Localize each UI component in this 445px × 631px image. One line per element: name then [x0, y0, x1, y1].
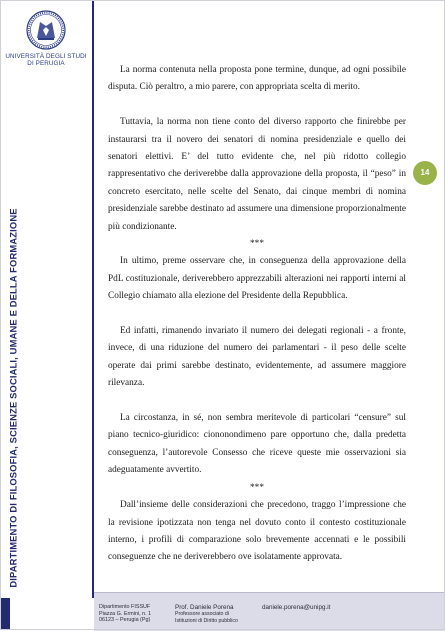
paragraph-1: La norma contenuta nella proposta pone termine, dunque, ad ogni possibile disputa. Ciò peraltro, a mio parere, con appropriata scelta di merito. — [108, 65, 406, 93]
footer-author — [175, 605, 238, 624]
paragraph-3: In ultimo, preme osservare che, in conseguenza della approvazione della PdL costituzionale, deriverebbero apprezzabili alterazioni nei rapporti interni al Collegio chiamato alla elezione del Presidente della Repubblica. — [108, 256, 406, 302]
paragraph-2: Tuttavia, la norma non tiene conto del diverso rapporto che finirebbe per instaurarsi tra il novero dei senatori di nomina presidenziale e quello dei senatori elettivi. E’ del tutto evidente che, nel più ridotto collegio rappresentativo che deriverebbe dalla approvazione della proposta, il “peso” in concreto esercitato, nelle scelte del Senato, dai cinque membri di nomina presidenziale sarebbe destinato ad assumere una dimensione proporzionalmente più condizionante. — [108, 117, 406, 232]
paragraph-gap — [108, 97, 406, 114]
footer-department-address — [99, 604, 151, 624]
footer-author-name: Prof. Daniele Porena — [175, 604, 234, 611]
university-name-line1: UNIVERSITÀ DEGLI STUDI — [5, 53, 87, 60]
university-seal-logo — [26, 10, 66, 50]
paragraph-gap — [108, 393, 406, 410]
section-separator-1: *** — [250, 239, 264, 250]
sidebar — [0, 0, 94, 630]
footer-dept-line2: Piazza G. Ermini, n. 1 — [99, 610, 152, 617]
sidebar-divider — [92, 0, 94, 598]
department-name: DIPARTIMENTO DI FILOSOFIA, SCIENZE SOCIALI, UMANE E DELLA FORMAZIONE — [7, 207, 19, 588]
footer-dept-line3: 06123 – Perugia (Pg) — [99, 617, 151, 624]
section-separator-2: *** — [250, 482, 264, 493]
footer-author-role2: Istituzioni di Diritto pubblico — [175, 617, 238, 624]
footer-author-role1: Professore associato di — [175, 611, 229, 618]
footer-email-link[interactable]: daniele.porena@unipg.it — [262, 604, 331, 611]
paragraph-gap — [108, 306, 406, 323]
page-number-badge: 14 — [413, 161, 437, 185]
paragraph-5: La circostanza, in sé, non sembra meritevole di particolari “censure” sul piano tecnico-giuridico: ciononondimeno pare opportuno che, dalla predetta conseguenza, l’autorevole Consesso che riceve queste mie osservazioni sia adeguatamente avvertito. — [108, 413, 406, 476]
university-name-line2: DI PERUGIA — [27, 60, 65, 67]
university-name — [0, 53, 92, 67]
department-name-wrap — [2, 200, 24, 595]
footer-accent-bar — [0, 598, 10, 630]
paragraph-6: Dall’insieme delle considerazioni che precedono, traggo l’impressione che la revisione ipotizzata non tenga nel dovuto conto il contesto costituzionale interno, i profili di comparazione solo brevemente accennati e le possibili conseguenze che ne deriverebbero ove isolatamente approvata. — [108, 500, 406, 563]
document-body — [108, 62, 406, 567]
paragraph-4: Ed infatti, rimanendo invariato il numero dei delegati regionali - a fronte, invece, di una riduzione del numero dei parlamentari - il peso delle scelte operate dai primi sarebbe destinato, evidentemente, ad assumere maggiore rilevanza. — [108, 326, 406, 389]
footer-dept-line1: Dipartimento FISSUF — [99, 604, 151, 610]
page-footer — [94, 592, 445, 631]
